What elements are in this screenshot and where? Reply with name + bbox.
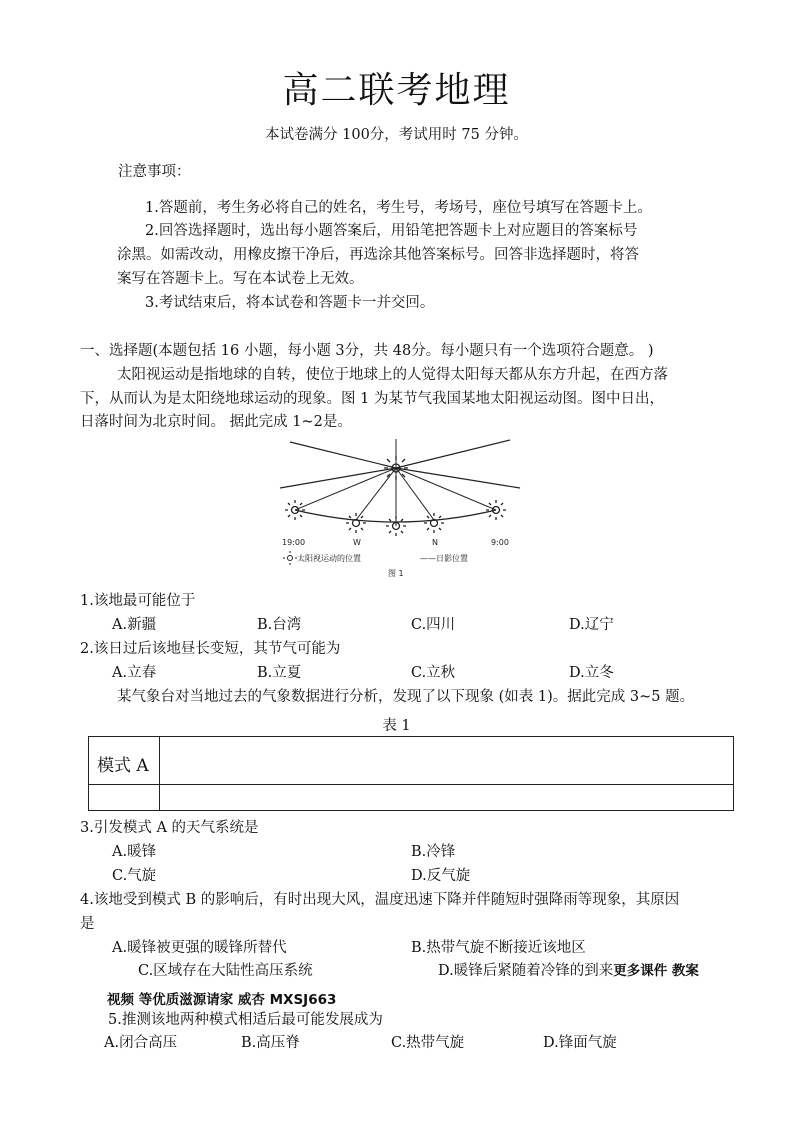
table-row <box>89 737 733 785</box>
section-heading: 一、选择题(本题包括 16 小题，每小题 3分，共 48分。每小题只有一个选项符合题意。 ) <box>80 343 654 359</box>
option: A.暖锋被更强的暖锋所替代 <box>112 940 287 956</box>
option: A.闭合高压 <box>104 1035 178 1051</box>
option: C.气旋 <box>112 868 157 884</box>
option <box>438 962 699 980</box>
direction-label: W <box>353 538 361 547</box>
question-stem: 5.推测该地两种模式相适后最可能发展成为 <box>108 1012 383 1028</box>
option: C.四川 <box>411 617 456 633</box>
notice-item: 案写在答题卡上。写在本试卷上无效。 <box>117 271 364 287</box>
time-label: 9:00 <box>491 538 509 547</box>
table-cell-mode-a: 模式 A <box>97 756 149 776</box>
exam-info: 本试卷满分 100分，考试用时 75 分钟。 <box>265 127 528 143</box>
option: A.暖锋 <box>112 844 157 860</box>
option: D.立冬 <box>569 665 614 681</box>
time-label: 19:00 <box>282 538 306 547</box>
sun-path-figure <box>270 436 530 586</box>
table-caption: 表 1 <box>382 718 411 734</box>
question-stem: 2.该日过后该地昼长变短，其节气可能为 <box>80 641 341 657</box>
question-stem: 3.引发模式 A 的天气系统是 <box>80 820 259 836</box>
sun-icon <box>424 513 444 533</box>
option: A.新疆 <box>112 617 157 633</box>
option-text: D.暖锋后紧随着冷锋的到来 <box>438 963 614 979</box>
option: B.热带气旋不断接近该地区 <box>411 940 586 956</box>
notice-item: 1.答题前，考生务必将自己的姓名，考生号，考场号，座位号填写在答题卡上。 <box>145 200 652 216</box>
direction-label: N <box>432 538 438 547</box>
option: C.热带气旋 <box>391 1035 465 1051</box>
passage-line: 太阳视运动是指地球的自转，使位于地球上的人觉得太阳每天都从东方升起，在西方落 <box>117 367 668 383</box>
promo-text: 视频 等优质滋源请家 威杏 MXSJ663 <box>107 992 337 1008</box>
option: B.高压脊 <box>241 1035 300 1051</box>
notice-item: 2.回答选择题时，选出每小题答案后，用铅笔把答题卡上对应题目的答案标号 <box>145 223 638 239</box>
passage-line: 某气象台对当地过去的气象数据进行分析，发现了以下现象 (如表 1)。据此完成 3~5 题。 <box>117 689 695 705</box>
option: A.立春 <box>112 665 157 681</box>
figure-caption: 图 1 <box>388 569 404 578</box>
option: B.冷锋 <box>411 844 456 860</box>
promo-text: 更多课件 教案 <box>613 963 699 979</box>
question-stem: 是 <box>80 916 95 932</box>
notice-item: 3.考试结束后，将本试卷和答题卡一并交回。 <box>145 295 435 311</box>
notice-item: 涂黑。如需改动，用橡皮擦干净后，再选涂其他答案标号。回答非选择题时，将答 <box>117 247 639 263</box>
option: C.立秋 <box>411 665 456 681</box>
legend-sun-icon <box>283 551 297 565</box>
page-title: 高二联考地理 <box>282 70 511 111</box>
sun-icon <box>346 513 366 533</box>
option: C.区域存在大陆性高压系统 <box>138 963 313 979</box>
option: B.立夏 <box>257 665 302 681</box>
notice-heading: 注意事项： <box>118 164 191 180</box>
option: D.辽宁 <box>569 617 614 633</box>
passage-line: 日落时间为北京时间。 据此完成 1~2是。 <box>80 414 352 430</box>
option: B.台湾 <box>257 617 302 633</box>
option: D.锋面气旋 <box>543 1035 617 1051</box>
table-1 <box>88 736 734 811</box>
passage-line: 下，从而认为是太阳绕地球运动的现象。图 1 为某节气我国某地太阳视运动图。图中日出， <box>80 391 664 407</box>
legend-label: 太阳视运动的位置 <box>297 554 361 563</box>
legend-label: ——日影位置 <box>420 554 468 563</box>
option: D.反气旋 <box>411 868 471 884</box>
question-stem: 4.该地受到模式 B 的影响后，有时出现大风，温度迅速下降并伴随短时强降雨等现象，其原因 <box>80 892 680 908</box>
question-stem: 1.该地最可能位于 <box>80 593 196 609</box>
